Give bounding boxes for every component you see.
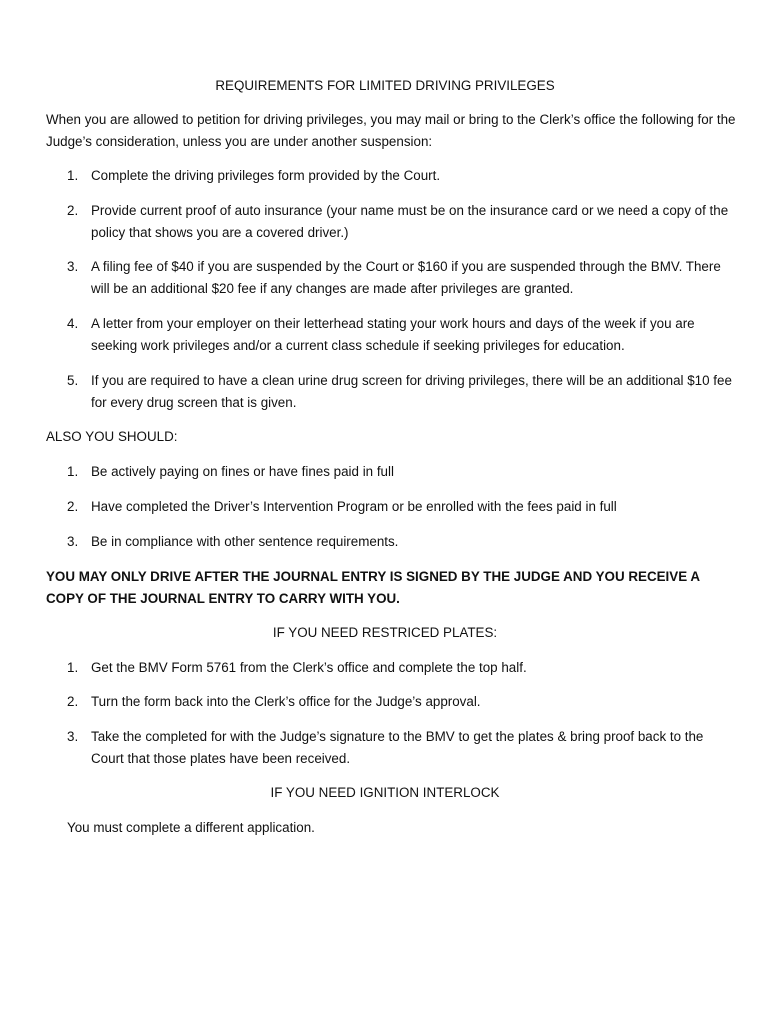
interlock-heading: IF YOU NEED IGNITION INTERLOCK: [270, 785, 500, 800]
also-item-text: Have completed the Driver’s Intervention Program or be enrolled with the fees paid in full: [91, 499, 617, 514]
plates-item: [67, 691, 737, 713]
requirement-item: [67, 370, 737, 414]
also-item: [67, 531, 737, 553]
plates-item-text: Get the BMV Form 5761 from the Clerk’s office and complete the top half.: [91, 660, 527, 675]
plates-item-text: Turn the form back into the Clerk’s office for the Judge’s approval.: [91, 694, 481, 709]
requirement-text: Complete the driving privileges form provided by the Court.: [91, 168, 441, 183]
requirement-number: 1.: [67, 168, 79, 183]
also-item-text: Be actively paying on fines or have fines paid in full: [91, 464, 394, 479]
requirement-text: Provide current proof of auto insurance (your name must be on the insurance card or we need a copy of the policy that shows you are a covered driver.): [91, 203, 729, 240]
requirement-item: [67, 256, 737, 300]
intro-paragraph: When you are allowed to petition for driving privileges, you may mail or bring to the Clerk’s office the following for the Judge’s consideration, unless you are under another suspension:: [46, 112, 736, 149]
requirement-number: 5.: [67, 373, 79, 388]
also-item: [67, 496, 737, 518]
requirement-number: 2.: [67, 203, 79, 218]
requirement-text: If you are required to have a clean urine drug screen for driving privileges, there will be an additional $10 fee for every drug screen that is given.: [91, 373, 732, 410]
plates-item-number: 3.: [67, 729, 79, 744]
also-item: [67, 461, 737, 483]
interlock-text: You must complete a different application.: [67, 820, 315, 835]
also-item-number: 2.: [67, 499, 79, 514]
requirement-item: [67, 165, 737, 187]
journal-entry-warning: YOU MAY ONLY DRIVE AFTER THE JOURNAL ENTRY IS SIGNED BY THE JUDGE AND YOU RECEIVE A COPY OF THE JOURNAL ENTRY TO CARRY WITH YOU.: [46, 569, 700, 606]
plates-heading: IF YOU NEED RESTRICED PLATES:: [272, 625, 498, 640]
plates-item-number: 1.: [67, 660, 79, 675]
plates-item-number: 2.: [67, 694, 79, 709]
also-item-text: Be in compliance with other sentence requirements.: [91, 534, 399, 549]
requirement-text: A letter from your employer on their letterhead stating your work hours and days of the week if you are seeking work privileges and/or a current class schedule if seeking privileges for education.: [91, 316, 695, 353]
plates-item: [67, 657, 737, 679]
document-title: REQUIREMENTS FOR LIMITED DRIVING PRIVILEGES: [215, 78, 555, 93]
requirement-number: 3.: [67, 259, 79, 274]
plates-item-text: Take the completed for with the Judge’s signature to the BMV to get the plates & bring proof back to the Court that those plates have been received.: [91, 729, 704, 766]
also-item-number: 1.: [67, 464, 79, 479]
also-item-number: 3.: [67, 534, 79, 549]
requirement-number: 4.: [67, 316, 79, 331]
also-heading: ALSO YOU SHOULD:: [46, 429, 178, 444]
requirement-item: [67, 313, 737, 357]
requirement-text: A filing fee of $40 if you are suspended by the Court or $160 if you are suspended through the BMV. There will be an additional $20 fee if any changes are made after privileges are granted.: [91, 259, 721, 296]
requirement-item: [67, 200, 737, 244]
plates-item: [67, 726, 737, 770]
